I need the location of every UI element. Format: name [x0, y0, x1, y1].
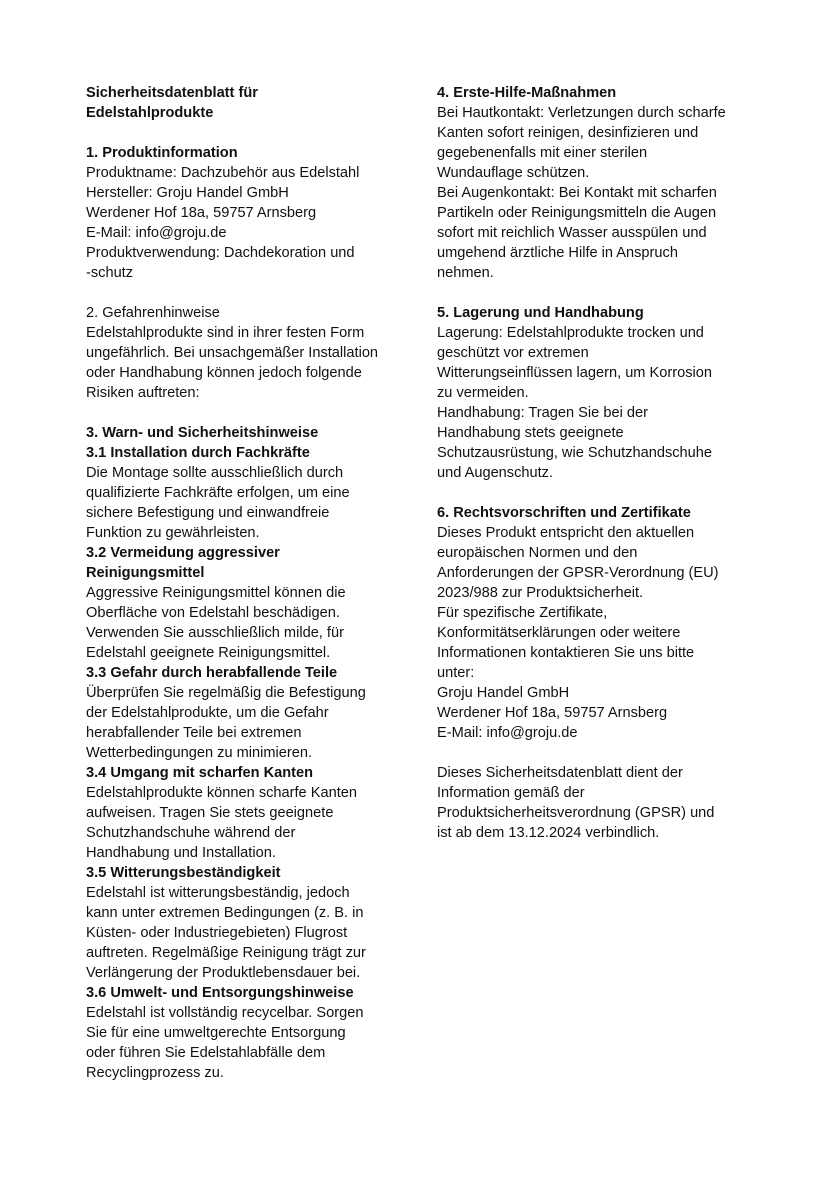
document-title [86, 83, 426, 123]
text-line: Konformitätserklärungen oder weitere [437, 625, 681, 641]
subsection-heading: 3.6 Umwelt- und Entsorgungshinweise [86, 985, 354, 1001]
text-line: europäischen Normen und den [437, 545, 638, 561]
text-line: Küsten- oder Industriegebieten) Flugrost [86, 925, 348, 941]
text-line: Recyclingprozess zu. [86, 1065, 224, 1081]
text-line: Edelstahlprodukte können scharfe Kanten [86, 785, 357, 801]
section-warnings [86, 423, 426, 1083]
text-line: Handhabung: Tragen Sie bei der [437, 405, 648, 421]
text-line: nehmen. [437, 265, 494, 281]
text-line: Sie für eine umweltgerechte Entsorgung [86, 1025, 346, 1041]
text-line: Edelstahl geeignete Reinigungsmittel. [86, 645, 331, 661]
text-line: Kanten sofort reinigen, desinfizieren und [437, 125, 699, 141]
text-line: Partikeln oder Reinigungsmitteln die Augen [437, 205, 717, 221]
text-line: Aggressive Reinigungsmittel können die [86, 585, 346, 601]
text-line: Wundauflage schützen. [437, 165, 590, 181]
section-first-aid [437, 83, 777, 283]
text-line: qualifizierte Fachkräfte erfolgen, um eine [86, 485, 350, 501]
text-line: Schutzhandschuhe während der [86, 825, 296, 841]
text-line: Für spezifische Zertifikate, [437, 605, 608, 621]
section-heading: 4. Erste-Hilfe-Maßnahmen [437, 85, 617, 101]
text-line: Information gemäß der [437, 785, 585, 801]
text-line: Produktsicherheitsverordnung (GPSR) und [437, 805, 715, 821]
text-line: geschützt vor extremen [437, 345, 589, 361]
text-line: Anforderungen der GPSR-Verordnung (EU) [437, 565, 719, 581]
text-line: Dieses Produkt entspricht den aktuellen [437, 525, 695, 541]
title-line: Sicherheitsdatenblatt für [86, 85, 258, 101]
text-line: Dieses Sicherheitsdatenblatt dient der [437, 765, 683, 781]
subsection-heading: Reinigungsmittel [86, 565, 205, 581]
text-line: Produktverwendung: Dachdekoration und [86, 245, 355, 261]
text-line: -schutz [86, 265, 134, 281]
text-line: der Edelstahlprodukte, um die Gefahr [86, 705, 329, 721]
section-heading: 1. Produktinformation [86, 145, 238, 161]
text-line: Die Montage sollte ausschließlich durch [86, 465, 344, 481]
text-line: Edelstahl ist witterungsbeständig, jedoch [86, 885, 350, 901]
text-line: gegebenenfalls mit einer sterilen [437, 145, 648, 161]
text-line: ist ab dem 13.12.2024 verbindlich. [437, 825, 660, 841]
section-hazards [86, 303, 426, 403]
section-heading: 5. Lagerung und Handhabung [437, 305, 644, 321]
text-line: unter: [437, 665, 475, 681]
text-line: Oberfläche von Edelstahl beschädigen. [86, 605, 340, 621]
section-storage-handling [437, 303, 777, 483]
text-line: Risiken auftreten: [86, 385, 200, 401]
text-line: Überprüfen Sie regelmäßig die Befestigung [86, 685, 366, 701]
text-line: und Augenschutz. [437, 465, 554, 481]
text-line: Informationen kontaktieren Sie uns bitte [437, 645, 695, 661]
text-line: Edelstahl ist vollständig recycelbar. Sorgen [86, 1005, 364, 1021]
text-line: 2023/988 zur Produktsicherheit. [437, 585, 644, 601]
text-line: Wetterbedingungen zu minimieren. [86, 745, 313, 761]
text-line: Bei Augenkontakt: Bei Kontakt mit scharfen [437, 185, 717, 201]
section-heading: 6. Rechtsvorschriften und Zertifikate [437, 505, 691, 521]
right-column [437, 83, 777, 843]
text-line: E-Mail: info@groju.de [437, 725, 578, 741]
text-line: sichere Befestigung und einwandfreie [86, 505, 330, 521]
text-line: Hersteller: Groju Handel GmbH [86, 185, 289, 201]
section-regulations [437, 503, 777, 743]
subsection-heading: 3.4 Umgang mit scharfen Kanten [86, 765, 314, 781]
text-line: Handhabung stets geeignete [437, 425, 624, 441]
text-line: Handhabung und Installation. [86, 845, 276, 861]
text-line: Witterungseinflüssen lagern, um Korrosion [437, 365, 712, 381]
text-line: auftreten. Regelmäßige Reinigung trägt zur [86, 945, 366, 961]
text-line: kann unter extremen Bedingungen (z. B. in [86, 905, 364, 921]
subsection-heading: 3.2 Vermeidung aggressiver [86, 545, 280, 561]
text-line: Funktion zu gewährleisten. [86, 525, 260, 541]
section-heading: 3. Warn- und Sicherheitshinweise [86, 425, 319, 441]
left-column [86, 83, 426, 1083]
text-line: Verlängerung der Produktlebensdauer bei. [86, 965, 361, 981]
subsection-heading: 3.5 Witterungsbeständigkeit [86, 865, 281, 881]
text-line: ungefährlich. Bei unsachgemäßer Installation [86, 345, 379, 361]
text-line: oder führen Sie Edelstahlabfälle dem [86, 1045, 326, 1061]
text-line: aufweisen. Tragen Sie stets geeignete [86, 805, 334, 821]
subsection-heading: 3.3 Gefahr durch herabfallende Teile [86, 665, 338, 681]
text-line: oder Handhabung können jedoch folgende [86, 365, 362, 381]
closing-statement [437, 763, 777, 843]
text-line: E-Mail: info@groju.de [86, 225, 227, 241]
section-heading: 2. Gefahrenhinweise [86, 305, 220, 321]
text-line: Bei Hautkontakt: Verletzungen durch scharfe [437, 105, 726, 121]
text-line: Werdener Hof 18a, 59757 Arnsberg [86, 205, 317, 221]
text-line: Produktname: Dachzubehör aus Edelstahl [86, 165, 360, 181]
text-line: Groju Handel GmbH [437, 685, 570, 701]
text-line: Schutzausrüstung, wie Schutzhandschuhe [437, 445, 713, 461]
text-line: zu vermeiden. [437, 385, 529, 401]
text-line: Edelstahlprodukte sind in ihrer festen Form [86, 325, 365, 341]
title-line: Edelstahlprodukte [86, 105, 214, 121]
text-line: Lagerung: Edelstahlprodukte trocken und [437, 325, 704, 341]
text-line: Werdener Hof 18a, 59757 Arnsberg [437, 705, 668, 721]
text-line: sofort mit reichlich Wasser ausspülen und [437, 225, 707, 241]
section-product-information [86, 143, 426, 283]
text-line: umgehend ärztliche Hilfe in Anspruch [437, 245, 678, 261]
text-line: herabfallender Teile bei extremen [86, 725, 302, 741]
subsection-heading: 3.1 Installation durch Fachkräfte [86, 445, 310, 461]
text-line: Verwenden Sie ausschließlich milde, für [86, 625, 344, 641]
